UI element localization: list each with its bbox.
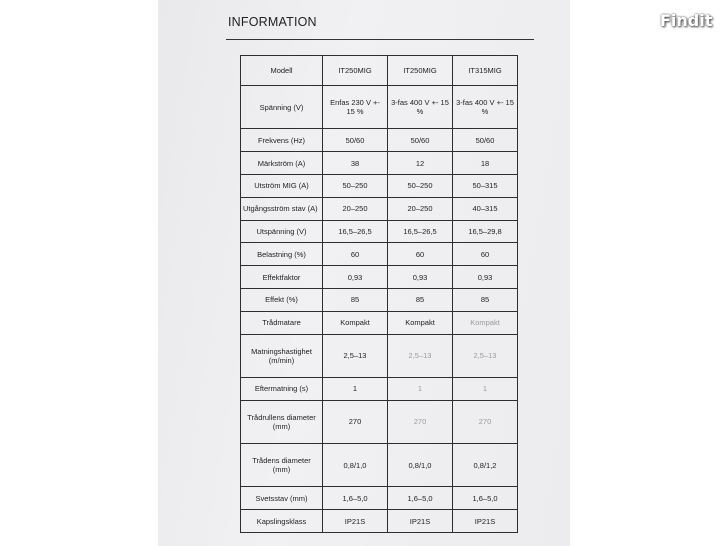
- header-cell: IT315MIG: [453, 56, 518, 86]
- table-cell: 50/60: [323, 129, 388, 152]
- table-cell: 2,5–13: [388, 334, 453, 377]
- table-cell: 0,93: [388, 266, 453, 289]
- brand-watermark: Findit: [660, 11, 713, 30]
- table-cell: 3-fas 400 V +- 15 %: [453, 86, 518, 129]
- table-cell: 0,8/1,0: [323, 443, 388, 486]
- row-label: Svetsstav (mm): [241, 487, 323, 510]
- row-label: Trådens diameter (mm): [241, 443, 323, 486]
- table-cell: 16,5–26,5: [388, 220, 453, 243]
- table-cell: 40–315: [453, 197, 518, 220]
- table-cell: IP21S: [323, 510, 388, 533]
- row-label: Effektfaktor: [241, 266, 323, 289]
- table-cell: 60: [323, 243, 388, 266]
- table-row: [241, 266, 518, 289]
- table-cell: 20–250: [323, 197, 388, 220]
- row-label: Effekt (%): [241, 288, 323, 311]
- table-cell: 1,6–5,0: [323, 487, 388, 510]
- table-cell: 16,5–26,5: [323, 220, 388, 243]
- row-label: Frekvens (Hz): [241, 129, 323, 152]
- heading-rule: [226, 39, 534, 40]
- table-cell: 2,5–13: [453, 334, 518, 377]
- table-cell: 1: [453, 377, 518, 400]
- table-cell: 38: [323, 152, 388, 175]
- table-row: [241, 174, 518, 197]
- table-cell: 18: [453, 152, 518, 175]
- table-cell: 0,93: [453, 266, 518, 289]
- table-row: [241, 443, 518, 486]
- table-row: [241, 86, 518, 129]
- table-row: [241, 334, 518, 377]
- table-cell: 16,5–29,8: [453, 220, 518, 243]
- table-cell: 50/60: [388, 129, 453, 152]
- row-label: Märkström (A): [241, 152, 323, 175]
- row-label: Utgångsström stav (A): [241, 197, 323, 220]
- table-row: [241, 243, 518, 266]
- table-row: [241, 311, 518, 334]
- table-cell: 0,8/1,2: [453, 443, 518, 486]
- table-cell: 85: [323, 288, 388, 311]
- table-row: [241, 510, 518, 533]
- table-cell: IP21S: [453, 510, 518, 533]
- table-cell: 270: [323, 400, 388, 443]
- header-cell: IT250MIG: [388, 56, 453, 86]
- table-cell: 20–250: [388, 197, 453, 220]
- row-label: Eftermatning (s): [241, 377, 323, 400]
- header-cell: Modell: [241, 56, 323, 86]
- table-row: [241, 129, 518, 152]
- table-row: [241, 487, 518, 510]
- table-cell: IP21S: [388, 510, 453, 533]
- table-cell: 85: [388, 288, 453, 311]
- table-cell: 1: [323, 377, 388, 400]
- table-cell: 0,8/1,0: [388, 443, 453, 486]
- table-cell: 1,6–5,0: [453, 487, 518, 510]
- table-cell: 270: [453, 400, 518, 443]
- table-row: [241, 377, 518, 400]
- table-cell: 0,93: [323, 266, 388, 289]
- table-cell: 1: [388, 377, 453, 400]
- row-label: Utström MIG (A): [241, 174, 323, 197]
- table-cell: 50–315: [453, 174, 518, 197]
- row-label: Belastning (%): [241, 243, 323, 266]
- row-label: Matningshastighet (m/min): [241, 334, 323, 377]
- table-cell: 50/60: [453, 129, 518, 152]
- table-cell: Kompakt: [388, 311, 453, 334]
- table-cell: 60: [453, 243, 518, 266]
- row-label: Spänning (V): [241, 86, 323, 129]
- table-cell: Enfas 230 V +- 15 %: [323, 86, 388, 129]
- header-cell: IT250MIG: [323, 56, 388, 86]
- table-row: [241, 400, 518, 443]
- row-label: Trådrullens diameter (mm): [241, 400, 323, 443]
- table-cell: 270: [388, 400, 453, 443]
- table-cell: 60: [388, 243, 453, 266]
- table-cell: Kompakt: [453, 311, 518, 334]
- page-heading: INFORMATION: [228, 15, 317, 29]
- table-cell: 50–250: [388, 174, 453, 197]
- table-row: [241, 197, 518, 220]
- table-cell: 50–250: [323, 174, 388, 197]
- table-row: [241, 220, 518, 243]
- row-label: Utspänning (V): [241, 220, 323, 243]
- table-cell: 12: [388, 152, 453, 175]
- spec-table: [240, 55, 518, 533]
- table-row: [241, 288, 518, 311]
- table-cell: 85: [453, 288, 518, 311]
- row-label: Kapslingsklass: [241, 510, 323, 533]
- table-cell: 1,6–5,0: [388, 487, 453, 510]
- table-header-row: [241, 56, 518, 86]
- table-cell: Kompakt: [323, 311, 388, 334]
- table-row: [241, 152, 518, 175]
- table-cell: 3-fas 400 V +- 15 %: [388, 86, 453, 129]
- table-cell: 2,5–13: [323, 334, 388, 377]
- row-label: Trådmatare: [241, 311, 323, 334]
